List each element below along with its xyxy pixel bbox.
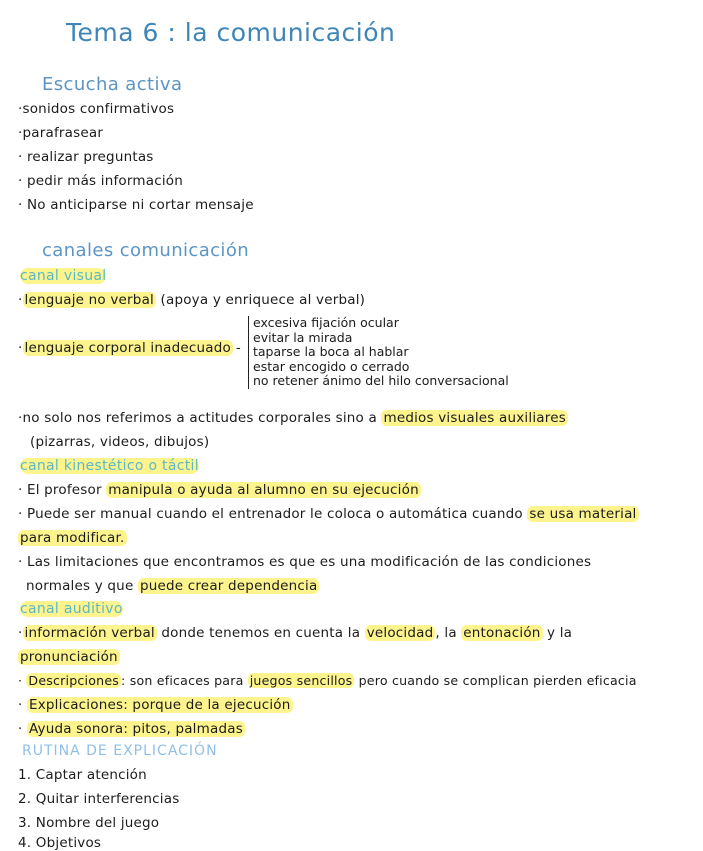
text: · bbox=[18, 697, 27, 713]
list-item: no retener ánimo del hilo conversacional bbox=[253, 373, 509, 388]
highlight: puede crear dependencia bbox=[139, 578, 318, 594]
text: · bbox=[18, 625, 23, 641]
text: normales y que bbox=[26, 578, 138, 594]
highlight: lenguaje corporal inadecuado bbox=[24, 340, 231, 356]
aud-line-3 bbox=[18, 673, 637, 688]
highlight: información verbal bbox=[24, 625, 155, 641]
visual-line-3 bbox=[18, 410, 568, 426]
text: : son eficaces para bbox=[121, 673, 248, 688]
text: donde tenemos en cuenta la bbox=[156, 625, 365, 641]
highlight: Ayuda sonora: pitos, palmadas bbox=[28, 721, 243, 737]
visual-line-2 bbox=[18, 340, 241, 356]
visual-line-1 bbox=[18, 292, 365, 308]
kin-line-4: · Las limitaciones que encontramos es que es una modificación de las condiciones bbox=[18, 554, 592, 570]
aud-line-2 bbox=[18, 649, 120, 665]
text: · El profesor bbox=[18, 482, 107, 498]
canal-visual-heading bbox=[20, 268, 106, 284]
canal-auditivo-heading bbox=[20, 601, 123, 617]
list-item: ·parafrasear bbox=[18, 125, 104, 141]
canal-visual-label: canal visual bbox=[20, 268, 107, 284]
list-item: evitar la mirada bbox=[253, 329, 353, 345]
list-item: 4. Objetivos bbox=[18, 835, 102, 851]
canal-auditivo-label: canal auditivo bbox=[20, 601, 123, 617]
visual-examples: (pizarras, videos, dibujos) bbox=[30, 434, 210, 450]
list-item: 3. Nombre del juego bbox=[18, 815, 160, 831]
list-item: excesiva fijación ocular bbox=[253, 315, 399, 330]
highlight: manipula o ayuda al alumno en su ejecución bbox=[108, 482, 419, 498]
text: (apoya y enriquece al verbal) bbox=[156, 292, 366, 308]
kin-line-2 bbox=[18, 506, 639, 522]
highlight: Descripciones bbox=[28, 673, 120, 688]
bullet: · bbox=[18, 292, 23, 308]
rutina-heading: RUTINA DE EXPLICACIÓN bbox=[22, 743, 218, 759]
text: y la bbox=[542, 625, 573, 641]
aud-line-5 bbox=[18, 721, 245, 737]
text: , la bbox=[435, 625, 462, 641]
canal-kinestesico-label: canal kinestético o táctil bbox=[20, 458, 199, 474]
bullet: · bbox=[18, 340, 23, 356]
dash: - bbox=[235, 340, 241, 356]
list-item: ·sonidos confirmativos bbox=[18, 101, 175, 117]
highlight: para modificar. bbox=[20, 530, 125, 546]
text: · Puede ser manual cuando el entrenador le coloca o automática cuando bbox=[18, 506, 528, 522]
list-item: 2. Quitar interferencias bbox=[18, 791, 180, 807]
highlight: Explicaciones: porque de la ejecución bbox=[28, 697, 291, 713]
highlight: pronunciación bbox=[20, 649, 118, 665]
list-item: · pedir más información bbox=[18, 173, 184, 189]
highlight: se usa material bbox=[529, 506, 637, 522]
aud-line-1 bbox=[18, 625, 572, 641]
kin-line-5 bbox=[26, 578, 319, 594]
canales-heading: canales comunicación bbox=[42, 240, 250, 261]
text: pero cuando se complican pierden eficacia bbox=[354, 673, 637, 688]
list-item: estar encogido o cerrado bbox=[253, 358, 410, 374]
kin-line-1 bbox=[18, 482, 421, 498]
list-item: 1. Captar atención bbox=[18, 767, 147, 783]
escucha-heading: Escucha activa bbox=[42, 74, 183, 95]
highlight: medios visuales auxiliares bbox=[383, 410, 566, 426]
list-item: · realizar preguntas bbox=[18, 149, 154, 165]
corporal-sublist bbox=[248, 316, 509, 389]
list-item: taparse la boca al hablar bbox=[253, 344, 409, 359]
highlight: entonación bbox=[463, 625, 541, 641]
text: · bbox=[18, 721, 27, 737]
highlight: lenguaje no verbal bbox=[24, 292, 155, 308]
page-title: Tema 6 : la comunicación bbox=[66, 18, 396, 47]
kin-line-3 bbox=[18, 530, 127, 546]
highlight: juegos sencillos bbox=[249, 673, 353, 688]
text: ·no solo nos referimos a actitudes corporales sino a bbox=[18, 410, 382, 426]
aud-line-4 bbox=[18, 697, 293, 713]
list-item: · No anticiparse ni cortar mensaje bbox=[18, 197, 254, 213]
text: · bbox=[18, 673, 27, 688]
highlight: velocidad bbox=[366, 625, 434, 641]
canal-kinestesico-heading bbox=[20, 458, 199, 474]
